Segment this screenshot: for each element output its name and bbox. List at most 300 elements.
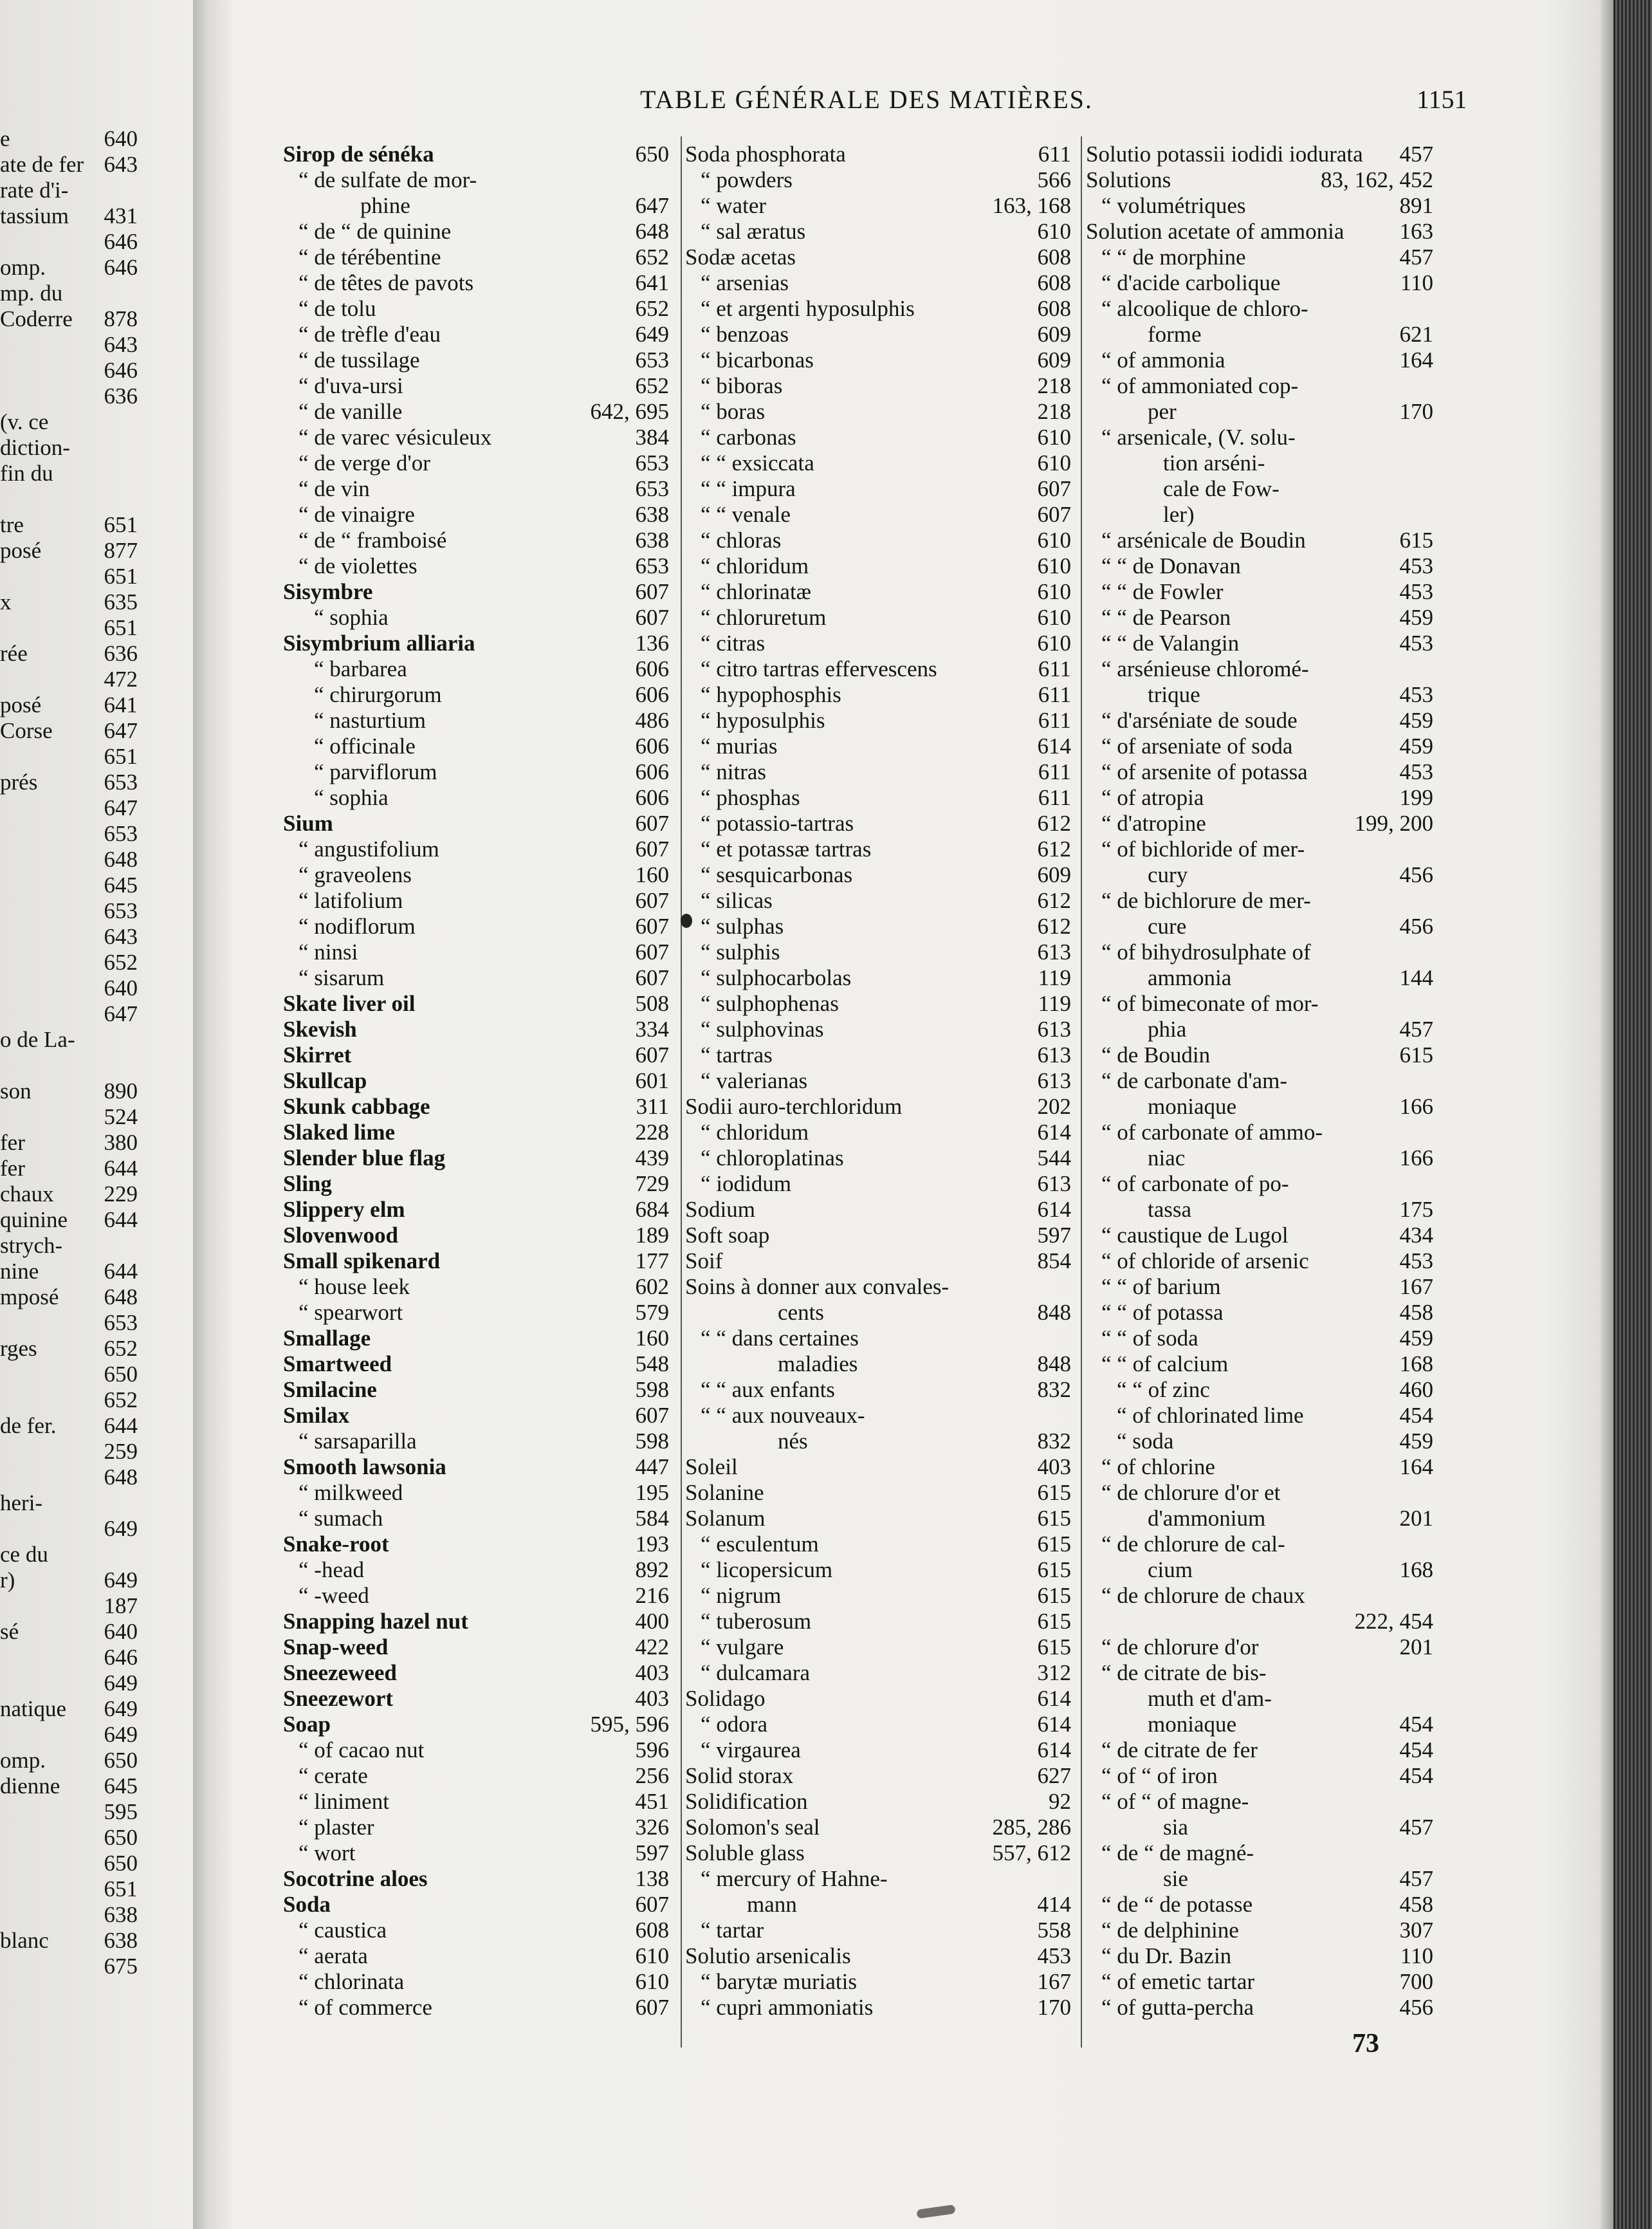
index-entry-page: 653 [635, 347, 669, 373]
index-entry [685, 605, 1071, 631]
index-entry-term: “ of bichloride of mer- [1101, 837, 1305, 862]
index-entry-page: 451 [635, 1789, 669, 1814]
index-entry [685, 1042, 1071, 1068]
index-entry [283, 1583, 669, 1609]
index-entry [283, 1248, 669, 1274]
index-entry-page: 167 [1399, 1274, 1433, 1299]
index-entry [685, 1351, 1071, 1377]
index-entry [283, 1660, 669, 1686]
prev-page-number: 649 [104, 1670, 138, 1696]
index-entry-term: “ of arseniate of soda [1101, 734, 1293, 759]
index-entry-term: “ “ exsiccata [701, 450, 814, 476]
index-entry-page: 607 [635, 939, 669, 965]
index-entry [1086, 1120, 1433, 1145]
index-entry-term: “ of “ of magne- [1101, 1789, 1249, 1814]
index-entry-term: “ of gutta-percha [1101, 1995, 1254, 2020]
index-entry-page: 566 [1037, 167, 1071, 192]
index-entry [685, 1737, 1071, 1763]
index-entry [283, 1840, 669, 1866]
index-entry-page: 610 [1037, 579, 1071, 604]
index-entry-page: 621 [1399, 322, 1433, 347]
index-entry-page: 595, 596 [590, 1712, 669, 1737]
index-entry-term: “ virgaurea [701, 1737, 801, 1762]
index-entry [685, 862, 1071, 888]
index-entry [283, 142, 669, 167]
index-entry-page: 613 [1037, 1042, 1071, 1068]
index-entry-page: 144 [1399, 965, 1433, 990]
index-entry-page: 168 [1399, 1557, 1433, 1582]
index-entry-term: d'ammonium [1148, 1506, 1266, 1531]
index-entry-page: 611 [1038, 708, 1071, 733]
prev-page-text: omp. [0, 255, 46, 280]
index-entry [1086, 1223, 1433, 1248]
index-entry-term: Skullcap [283, 1068, 367, 1093]
index-entry-term: Solutions [1086, 167, 1171, 192]
index-entry [283, 425, 669, 450]
index-entry [685, 1326, 1071, 1351]
index-entry-term: “ de citrate de bis- [1101, 1660, 1267, 1685]
index-entry-term: “ hyposulphis [701, 708, 825, 733]
index-entry [685, 734, 1071, 759]
prev-page-number: 187 [104, 1593, 138, 1618]
index-entry-term: “ de vanille [298, 399, 403, 424]
index-entry-page: 92 [1049, 1789, 1071, 1814]
index-entry-term: Sium [283, 811, 333, 836]
prev-page-number: 675 [104, 1954, 138, 1979]
index-entry [283, 1171, 669, 1197]
index-entry [283, 1686, 669, 1712]
index-entry-term: “ de chlorure de cal- [1101, 1531, 1285, 1557]
index-entry [1086, 914, 1433, 939]
index-entry [685, 811, 1071, 837]
prev-page-text: x [0, 589, 12, 615]
index-entry-term: muth et d'am- [1148, 1686, 1272, 1711]
index-entry-term: “ of cacao nut [298, 1737, 425, 1762]
index-entry [283, 1918, 669, 1943]
prev-page-text: mp. du [0, 281, 63, 306]
index-entry [1086, 1557, 1433, 1583]
prev-page-number: 646 [104, 255, 138, 280]
index-entry-term: Solutio potassii iodidi iodurata [1086, 142, 1363, 167]
prev-page-number: 638 [104, 1902, 138, 1927]
index-entry-term: “ nodiflorum [298, 914, 416, 939]
index-entry-term: “ barbarea [314, 656, 407, 681]
index-entry-page: 201 [1399, 1506, 1433, 1531]
index-entry-term: Slender blue flag [283, 1145, 446, 1170]
index-entry-term: Solid storax [685, 1763, 794, 1788]
index-entry-term: Sodæ acetas [685, 245, 796, 270]
index-entry [1086, 399, 1433, 425]
index-entry [283, 1557, 669, 1583]
index-entry [283, 631, 669, 656]
index-entry [1086, 1429, 1433, 1454]
index-entry-term: “ nitras [701, 759, 767, 784]
index-entry-page: 457 [1399, 142, 1433, 167]
index-entry-page: 218 [1037, 399, 1071, 424]
index-entry-page: 848 [1037, 1300, 1071, 1325]
index-entry-term: Soif [685, 1248, 723, 1273]
index-entry [685, 939, 1071, 965]
index-entry-page: 612 [1037, 837, 1071, 862]
index-entry [1086, 1634, 1433, 1660]
index-entry-page: 307 [1399, 1918, 1433, 1943]
index-entry-term: “ chirurgorum [314, 682, 442, 707]
index-entry-term: tassa [1148, 1197, 1192, 1222]
index-entry [1086, 1042, 1433, 1068]
index-entry-term: cents [778, 1300, 824, 1325]
index-entry-page: 218 [1037, 373, 1071, 398]
index-entry [685, 553, 1071, 579]
index-entry [283, 245, 669, 270]
index-entry [1086, 1171, 1433, 1197]
index-entry-page: 638 [635, 502, 669, 527]
index-entry-page: 602 [635, 1274, 669, 1299]
index-entry-term: “ de térébentine [298, 245, 441, 270]
prev-page-number: 646 [104, 1645, 138, 1670]
index-entry-term: “ chloroplatinas [701, 1145, 844, 1170]
index-entry-term: “ arsenicale, (V. solu- [1101, 425, 1296, 450]
index-entry [1086, 1351, 1433, 1377]
index-entry-term: Smilacine [283, 1377, 377, 1402]
index-entry-term: “ vulgare [701, 1634, 784, 1660]
index-entry [685, 656, 1071, 682]
index-entry-term: “ arsénieuse chloromé- [1101, 656, 1309, 681]
index-entry-page: 610 [1037, 450, 1071, 476]
index-entry-term: “ de vin [298, 476, 370, 501]
index-entry [685, 1866, 1071, 1892]
prev-page-text: e [0, 126, 10, 151]
index-entry-page: 612 [1037, 914, 1071, 939]
index-entry-term: “ de chlorure d'or et [1101, 1480, 1281, 1505]
index-entry-page: 453 [1399, 579, 1433, 604]
index-entry [1086, 837, 1433, 862]
index-entry-term: Soap [283, 1712, 331, 1737]
index-entry-page: 459 [1399, 708, 1433, 733]
index-entry-term: “ soda [1117, 1429, 1174, 1454]
index-entry-page: 848 [1037, 1351, 1071, 1376]
index-entry-page: 891 [1399, 193, 1433, 218]
index-entry-page: 454 [1399, 1737, 1433, 1762]
index-entry [283, 1094, 669, 1120]
index-entry-page: 607 [635, 1995, 669, 2020]
index-entry [685, 1995, 1071, 2021]
prev-page-number: 648 [104, 847, 138, 872]
index-entry-term: “ parviflorum [314, 759, 437, 784]
index-entry-page: 832 [1037, 1377, 1071, 1402]
index-entry-page: 700 [1399, 1969, 1433, 1994]
index-entry [283, 219, 669, 245]
index-entry [685, 1918, 1071, 1943]
index-entry-page: 596 [635, 1737, 669, 1762]
index-entry-term: Sisymbrium alliaria [283, 631, 475, 656]
index-entry-term: “ de bichlorure de mer- [1101, 888, 1311, 913]
index-entry-term: “ latifolium [298, 888, 403, 913]
book-gutter [193, 0, 232, 2229]
index-entry-term: “ de carbonate d'am- [1101, 1068, 1288, 1093]
index-entry-page: 609 [1037, 322, 1071, 347]
prev-page-number: 651 [104, 512, 138, 537]
index-entry-term: “ dulcamara [701, 1660, 811, 1685]
column-rule [1081, 136, 1082, 2048]
index-entry-term: “ de chlorure de chaux [1101, 1583, 1305, 1608]
index-entry-page: 170 [1037, 1995, 1071, 2020]
index-entry-page: 610 [1037, 553, 1071, 578]
index-entry-page: 613 [1037, 1017, 1071, 1042]
index-entry-term: “ of atropia [1101, 785, 1204, 810]
index-entry [283, 1197, 669, 1223]
index-entry [1086, 1686, 1433, 1712]
index-entry [283, 1300, 669, 1326]
index-entry-term: “ chloridum [701, 1120, 809, 1145]
index-entry-page: 854 [1037, 1248, 1071, 1273]
prev-page-number: 647 [104, 1001, 138, 1026]
index-entry-page: 607 [635, 811, 669, 836]
prev-page-text: strych- [0, 1233, 63, 1258]
index-entry [283, 1634, 669, 1660]
index-entry-term: “ liniment [298, 1789, 389, 1814]
prev-page-text: Corse [0, 718, 53, 743]
index-entry [685, 991, 1071, 1017]
index-entry [685, 1840, 1071, 1866]
prev-page-number: 472 [104, 667, 138, 692]
index-entry-page: 611 [1038, 682, 1071, 707]
index-entry-page: 614 [1037, 734, 1071, 759]
index-entry-term: “ d'atropine [1101, 811, 1206, 836]
prev-page-text: rée [0, 641, 28, 666]
index-entry-term: “ de Boudin [1101, 1042, 1211, 1068]
prev-page-text: omp. [0, 1748, 46, 1773]
index-entry-page: 608 [1037, 296, 1071, 321]
index-entry [1086, 1712, 1433, 1737]
prev-page-number: 431 [104, 203, 138, 228]
index-entry-page: 642, 695 [590, 399, 669, 424]
index-entry [1086, 605, 1433, 631]
index-entry-page: 615 [1037, 1506, 1071, 1531]
prev-page-number: 648 [104, 1465, 138, 1490]
prev-page-number: 652 [104, 950, 138, 975]
index-entry-term: trique [1148, 682, 1200, 707]
prev-page-text: blanc [0, 1928, 49, 1953]
index-entry-term: “ caustica [298, 1918, 387, 1943]
index-entry-page: 164 [1399, 1454, 1433, 1479]
prev-page-text: tassium [0, 203, 69, 228]
index-entry-term: Socotrine aloes [283, 1866, 428, 1891]
index-entry-term: cury [1148, 862, 1188, 887]
index-entry-term: “ sulphas [701, 914, 784, 939]
index-entry-term: Solanum [685, 1506, 766, 1531]
prev-page-number: 644 [104, 1207, 138, 1232]
index-entry-page: 222, 454 [1354, 1609, 1433, 1634]
index-entry-term: “ of ammoniated cop- [1101, 373, 1299, 398]
prev-page-text: nine [0, 1259, 39, 1284]
prev-page-text: ce du [0, 1542, 48, 1567]
index-entry-term: Sodii auro-terchloridum [685, 1094, 903, 1119]
index-entry-page: 614 [1037, 1712, 1071, 1737]
index-entry [685, 1712, 1071, 1737]
index-entry [283, 1943, 669, 1969]
index-entry [283, 553, 669, 579]
index-entry-term: Sirop de sénéka [283, 142, 434, 167]
index-entry-page: 453 [1037, 1943, 1071, 1968]
index-entry-page: 459 [1399, 1326, 1433, 1351]
index-entry-term: “ iodidum [701, 1171, 791, 1196]
index-entry [685, 708, 1071, 734]
index-entry-page: 166 [1399, 1094, 1433, 1119]
index-entry-term: “ tuberosum [701, 1609, 812, 1634]
index-entry [283, 502, 669, 528]
prev-page-text: r) [0, 1568, 15, 1593]
index-entry-page: 170 [1399, 399, 1433, 424]
index-entry-page: 166 [1399, 1145, 1433, 1170]
index-entry-term: “ d'arséniate de soude [1101, 708, 1298, 733]
index-entry [1086, 1403, 1433, 1429]
page-number: 1151 [1417, 85, 1467, 114]
index-entry [1086, 682, 1433, 708]
index-entry-page: 597 [1037, 1223, 1071, 1248]
index-entry [283, 1017, 669, 1042]
index-entry-term: Sodium [685, 1197, 755, 1222]
index-entry [1086, 1918, 1433, 1943]
index-entry-term: “ -weed [298, 1583, 369, 1608]
index-entry-term: “ “ impura [701, 476, 796, 501]
index-entry-term: moniaque [1148, 1712, 1237, 1737]
index-entry-term: Solomon's seal [685, 1815, 820, 1840]
index-entry-term: Smooth lawsonia [283, 1454, 446, 1479]
index-entry [685, 270, 1071, 296]
index-entry-page: 458 [1399, 1300, 1433, 1325]
index-entry-page: 110 [1400, 1943, 1433, 1968]
index-entry-term: “ phosphas [701, 785, 800, 810]
index-entry-term: “ sesquicarbonas [701, 862, 853, 887]
index-entry [283, 991, 669, 1017]
index-entry-term: “ of ammonia [1101, 347, 1225, 373]
index-entry-page: 138 [635, 1866, 669, 1891]
index-entry [1086, 553, 1433, 579]
index-entry [283, 1326, 669, 1351]
index-entry [283, 1274, 669, 1300]
prev-page-number: 890 [104, 1078, 138, 1104]
index-entry-page: 613 [1037, 939, 1071, 965]
index-entry [283, 734, 669, 759]
index-entry-page: 453 [1399, 759, 1433, 784]
index-entry-page: 607 [635, 888, 669, 913]
index-entry-page: 544 [1037, 1145, 1071, 1170]
index-entry [685, 888, 1071, 914]
index-entry [685, 528, 1071, 553]
index-entry [283, 682, 669, 708]
index-entry [1086, 1454, 1433, 1480]
index-entry [685, 1943, 1071, 1969]
prev-page-text: natique [0, 1696, 67, 1721]
index-entry [283, 605, 669, 631]
index-entry-term: “ de trèfle d'eau [298, 322, 441, 347]
index-entry-term: Smartweed [283, 1351, 392, 1376]
index-entry-page: 614 [1037, 1197, 1071, 1222]
index-entry-page: 584 [635, 1506, 669, 1531]
index-entry-page: 606 [635, 656, 669, 681]
index-column-middle [685, 142, 1071, 2021]
index-entry [1086, 1274, 1433, 1300]
index-entry-page: 216 [635, 1583, 669, 1608]
index-entry-term: “ “ of calcium [1101, 1351, 1229, 1376]
index-entry-term: Skevish [283, 1017, 357, 1042]
prev-page-number: 635 [104, 589, 138, 615]
index-entry [1086, 991, 1433, 1017]
prev-page-number: 643 [104, 332, 138, 357]
index-entry-term: “ de têtes de pavots [298, 270, 474, 295]
index-entry-page: 201 [1399, 1634, 1433, 1660]
index-entry [1086, 1609, 1433, 1634]
index-entry [283, 296, 669, 322]
index-entry-term: “ de tolu [298, 296, 376, 321]
index-entry-term: “ sumach [298, 1506, 383, 1531]
index-entry-page: 457 [1399, 1866, 1433, 1891]
prev-page-text: heri- [0, 1490, 43, 1515]
index-entry-term: Skirret [283, 1042, 352, 1068]
index-entry-page: 458 [1399, 1892, 1433, 1917]
index-entry-page: 892 [635, 1557, 669, 1582]
index-entry-page: 460 [1399, 1377, 1433, 1402]
index-entry [283, 965, 669, 991]
index-entry-page: 607 [1037, 502, 1071, 527]
index-entry-term: “ of “ of iron [1101, 1763, 1218, 1788]
index-entry [685, 1300, 1071, 1326]
index-entry-term: “ “ of potassa [1101, 1300, 1224, 1325]
prev-page-number: 652 [104, 1336, 138, 1361]
index-entry-term: “ spearwort [298, 1300, 403, 1325]
index-entry-term: “ odora [701, 1712, 767, 1737]
prev-page-number: 651 [104, 615, 138, 640]
index-entry-term: mann [747, 1892, 797, 1917]
index-entry [1086, 270, 1433, 296]
index-entry-page: 168 [1399, 1351, 1433, 1376]
prev-page-number: 649 [104, 1516, 138, 1541]
index-entry [1086, 1300, 1433, 1326]
prev-page-number: 651 [104, 744, 138, 769]
prev-page-number: 645 [104, 873, 138, 898]
index-entry-term: “ de verge d'or [298, 450, 430, 476]
index-entry [283, 811, 669, 837]
index-entry-term: “ of bihydrosulphate of [1101, 939, 1311, 965]
index-entry [685, 373, 1071, 399]
prev-page-text: rate d'i- [0, 178, 69, 203]
index-entry-page: 414 [1037, 1892, 1071, 1917]
index-entry-term: “ de delphinine [1101, 1918, 1239, 1943]
index-entry-term: “ sisarum [298, 965, 385, 990]
index-entry-term: “ chlorinatæ [701, 579, 812, 604]
index-entry [1086, 1068, 1433, 1094]
index-entry [283, 1531, 669, 1557]
index-entry-page: 608 [1037, 245, 1071, 270]
index-entry [685, 965, 1071, 991]
index-entry [283, 399, 669, 425]
index-entry-term: moniaque [1148, 1094, 1237, 1119]
index-entry-page: 607 [635, 1042, 669, 1068]
index-entry-page: 83, 162, 452 [1321, 167, 1433, 192]
index-entry-term: “ water [701, 193, 767, 218]
index-entry-page: 652 [635, 373, 669, 398]
index-entry-page: 611 [1038, 785, 1071, 810]
index-entry [685, 193, 1071, 219]
ink-blot [681, 914, 692, 928]
index-entry-page: 608 [635, 1918, 669, 1943]
index-entry-term: Soda [283, 1892, 331, 1917]
index-entry [283, 270, 669, 296]
index-entry-page: 454 [1399, 1712, 1433, 1737]
index-entry [1086, 1248, 1433, 1274]
page-edge-shadow [1601, 0, 1615, 2229]
index-entry [685, 1120, 1071, 1145]
